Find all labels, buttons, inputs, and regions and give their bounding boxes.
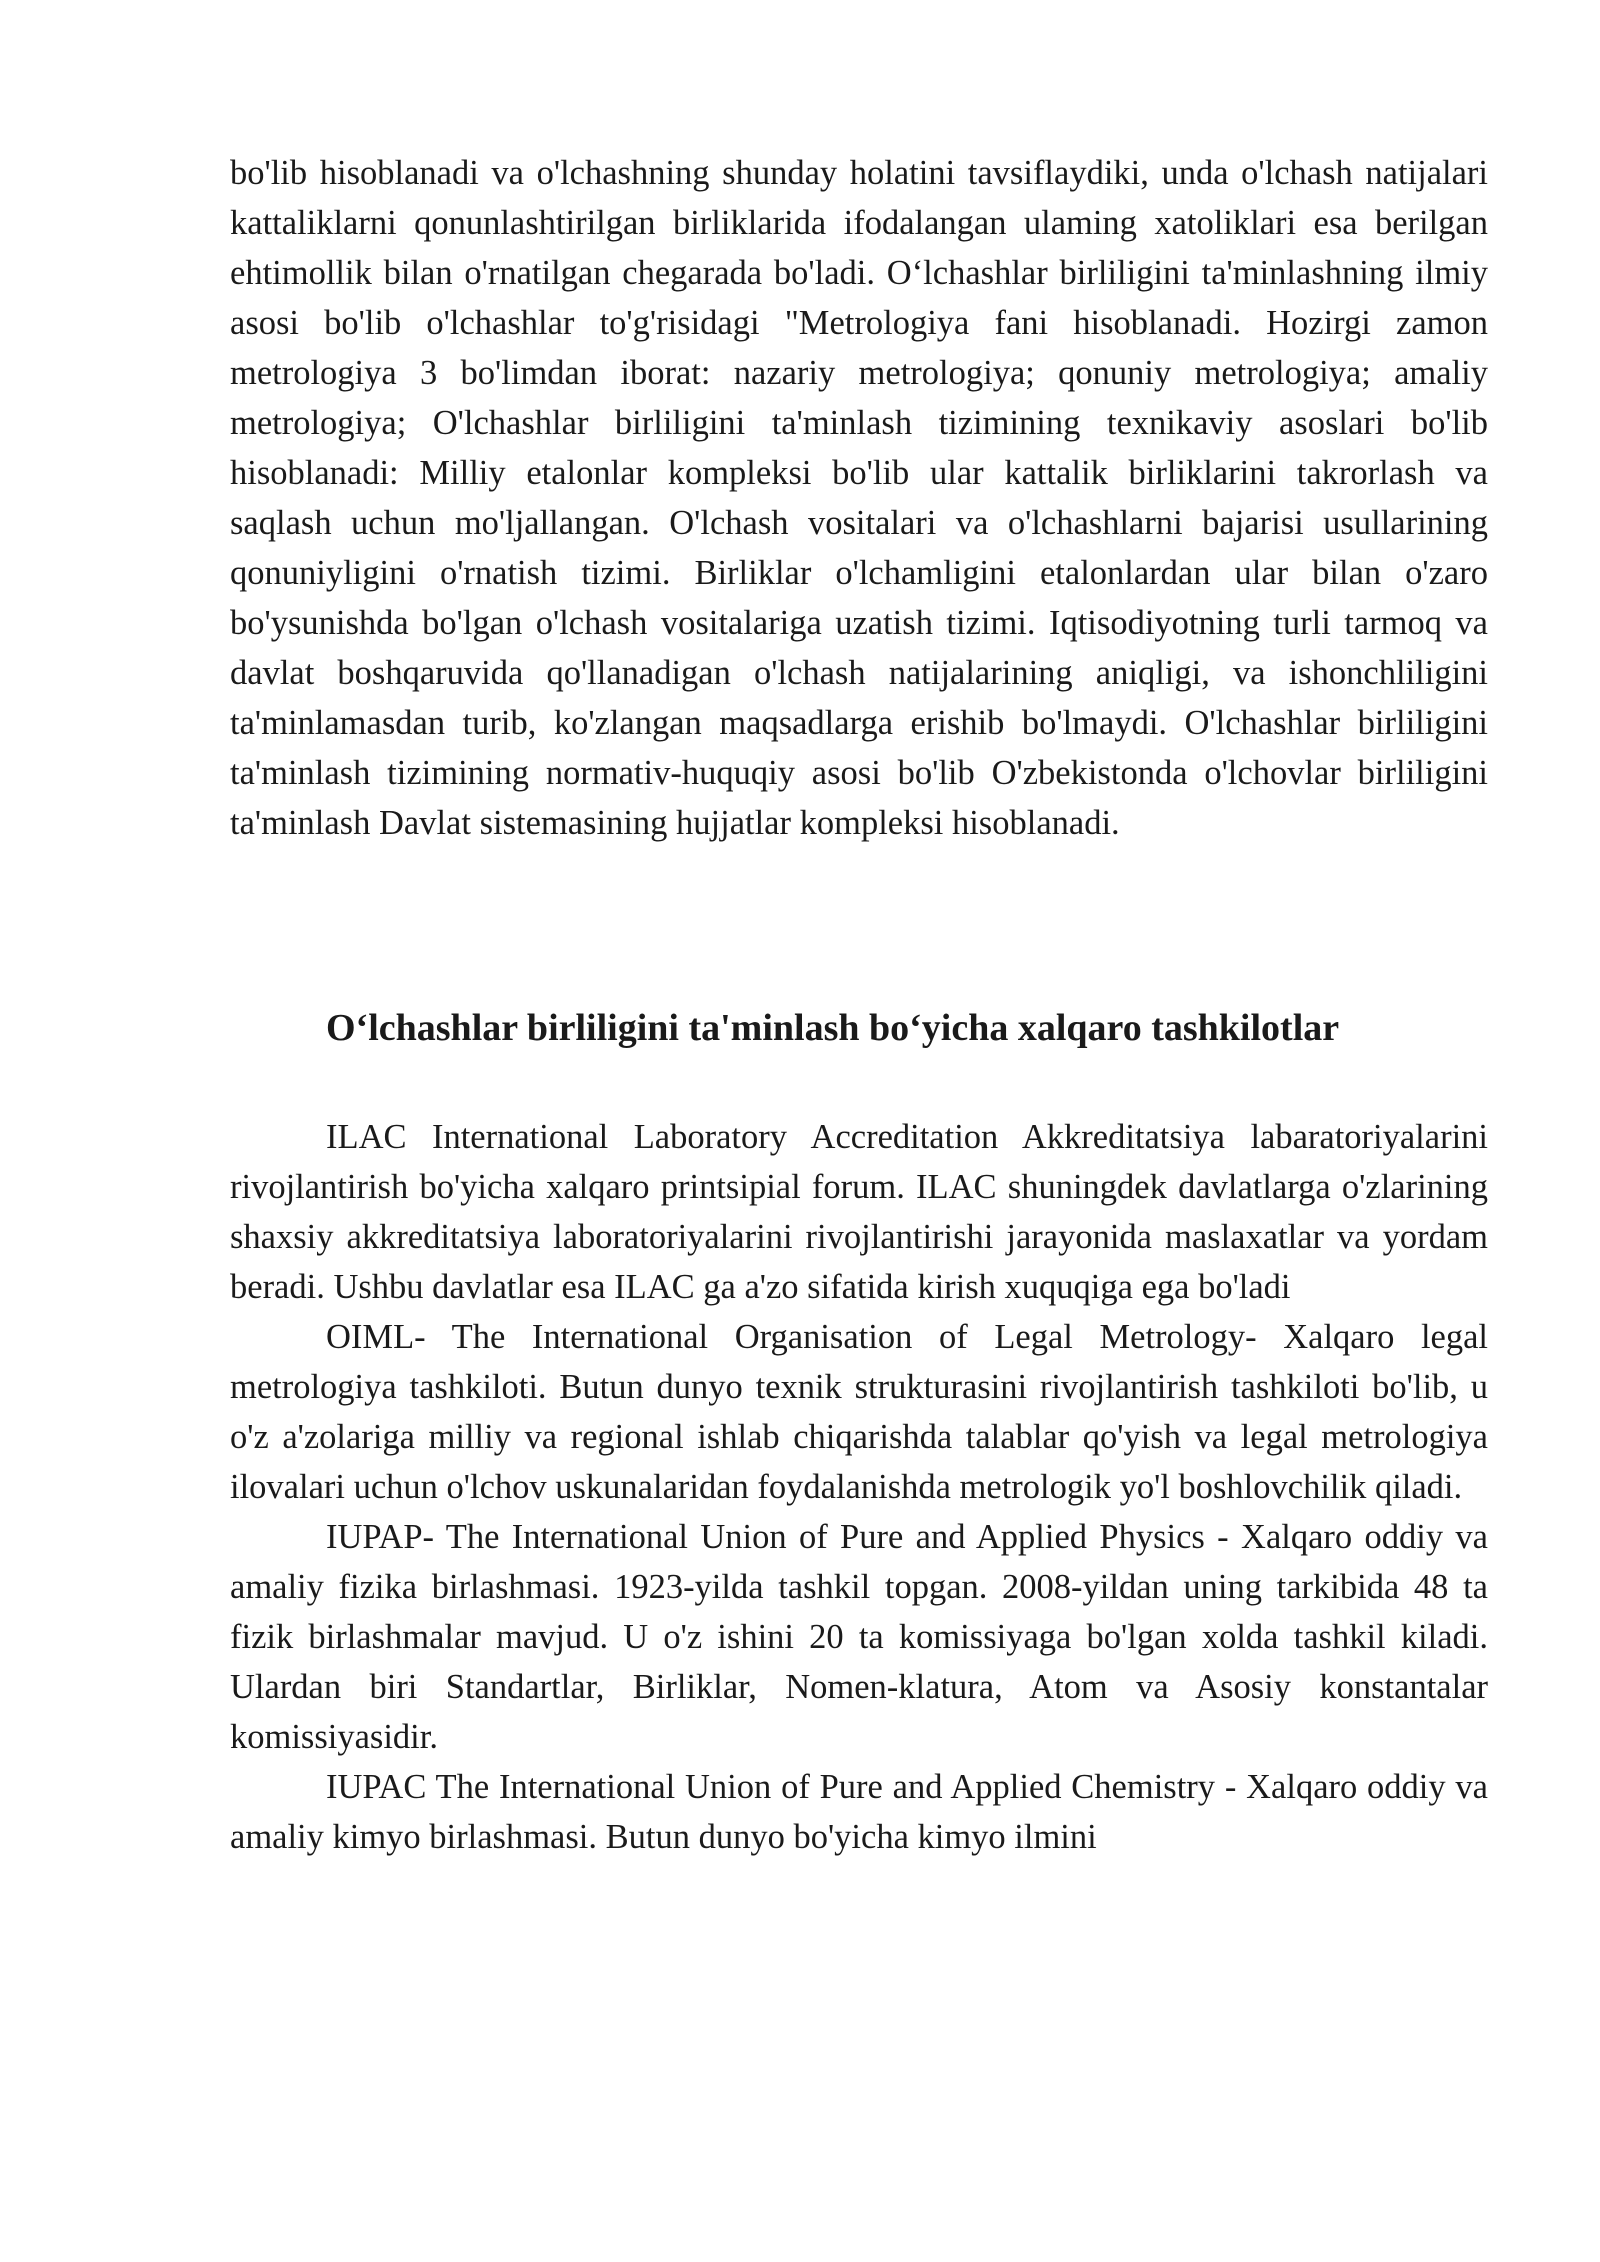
- paragraph-oiml: OIML- The International Organisation of Legal Metrology- Xalqaro legal metrologiya tashkiloti. Butun dunyo texnik strukturasini rivojlantirish tashkiloti bo'lib, u o'z a'zolariga milliy va regional ishlab chiqarishda talablar qo'yish va legal metrologiya ilovalari uchun o'lchov uskunalaridan foydalanishda metrologik yo'l boshlovchilik qiladi.: [230, 1318, 1488, 1506]
- section-heading: O‘lchashlar birliligini ta'minlash bo‘yicha xalqaro tashkilotlar: [326, 1007, 1340, 1049]
- paragraph-ilac: ILAC International Laboratory Accreditation Akkreditatsiya labaratoriyalarini rivojlantirish bo'yicha xalqaro printsipial forum. ILAC shuningdek davlatlarga o'zlarining shaxsiy akkreditatsiya laboratoriyalarini rivojlantirishi jarayonida maslaxatlar va yordam beradi. Ushbu davlatlar esa ILAC ga a'zo sifatida kirish xuquqiga ega bo'ladi: [230, 1118, 1488, 1306]
- document-page: [230, 148, 1488, 1862]
- paragraph-iupap: IUPAP- The International Union of Pure and Applied Physics - Xalqaro oddiy va amaliy fizika birlashmasi. 1923-yilda tashkil topgan. 2008-yildan uning tarkibida 48 ta fizik birlashmalar mavjud. U o'z ishini 20 ta komissiyaga bo'lgan xolda tashkil kiladi. Ulardan biri Standartlar, Birliklar, Nomen-klatura, Atom va Asosiy konstantalar komissiyasidir.: [230, 1518, 1488, 1756]
- intro-paragraph: bo'lib hisoblanadi va o'lchashning shunday holatini tavsiflaydiki, unda o'lchash natijalari kattaliklarni qonunlashtirilgan birliklarida ifodalangan ulaming xatoliklari esa berilgan ehtimollik bilan o'rnatilgan chegarada bo'ladi. O‘lchashlar birliligini ta'minlashning ilmiy asosi bo'lib o'lchashlar to'g'risidagi "Metrologiya fani hisoblanadi. Hozirgi zamon metrologiya 3 bo'limdan iborat: nazariy metrologiya; qonuniy metrologiya; amaliy metrologiya; O'lchashlar birliligini ta'minlash tizimining texnikaviy asoslari bo'lib hisoblanadi: Milliy etalonlar kompleksi bo'lib ular kattalik birliklarini takrorlash va saqlash uchun mo'ljallangan. O'lchash vositalari va o'lchashlarni bajarisi usullarining qonuniyligini o'rnatish tizimi. Birliklar o'lchamligini etalonlardan ular bilan o'zaro bo'ysunishda bo'lgan o'lchash vositalariga uzatish tizimi. Iqtisodiyotning turli tarmoq va davlat boshqaruvida qo'llanadigan o'lchash natijalarining aniqligi, va ishonchliligini ta'minlamasdan turib, ko'zlangan maqsadlarga erishib bo'lmaydi. O'lchashlar birliligini ta'minlash tizimining normativ-huquqiy asosi bo'lib O'zbekistonda o'lchovlar birliligini ta'minlash Davlat sistemasining hujjatlar kompleksi hisoblanadi.: [230, 154, 1488, 842]
- paragraph-iupac: IUPAC The International Union of Pure and Applied Chemistry - Xalqaro oddiy va amaliy kimyo birlashmasi. Butun dunyo bo'yicha kimyo ilmini: [230, 1768, 1488, 1856]
